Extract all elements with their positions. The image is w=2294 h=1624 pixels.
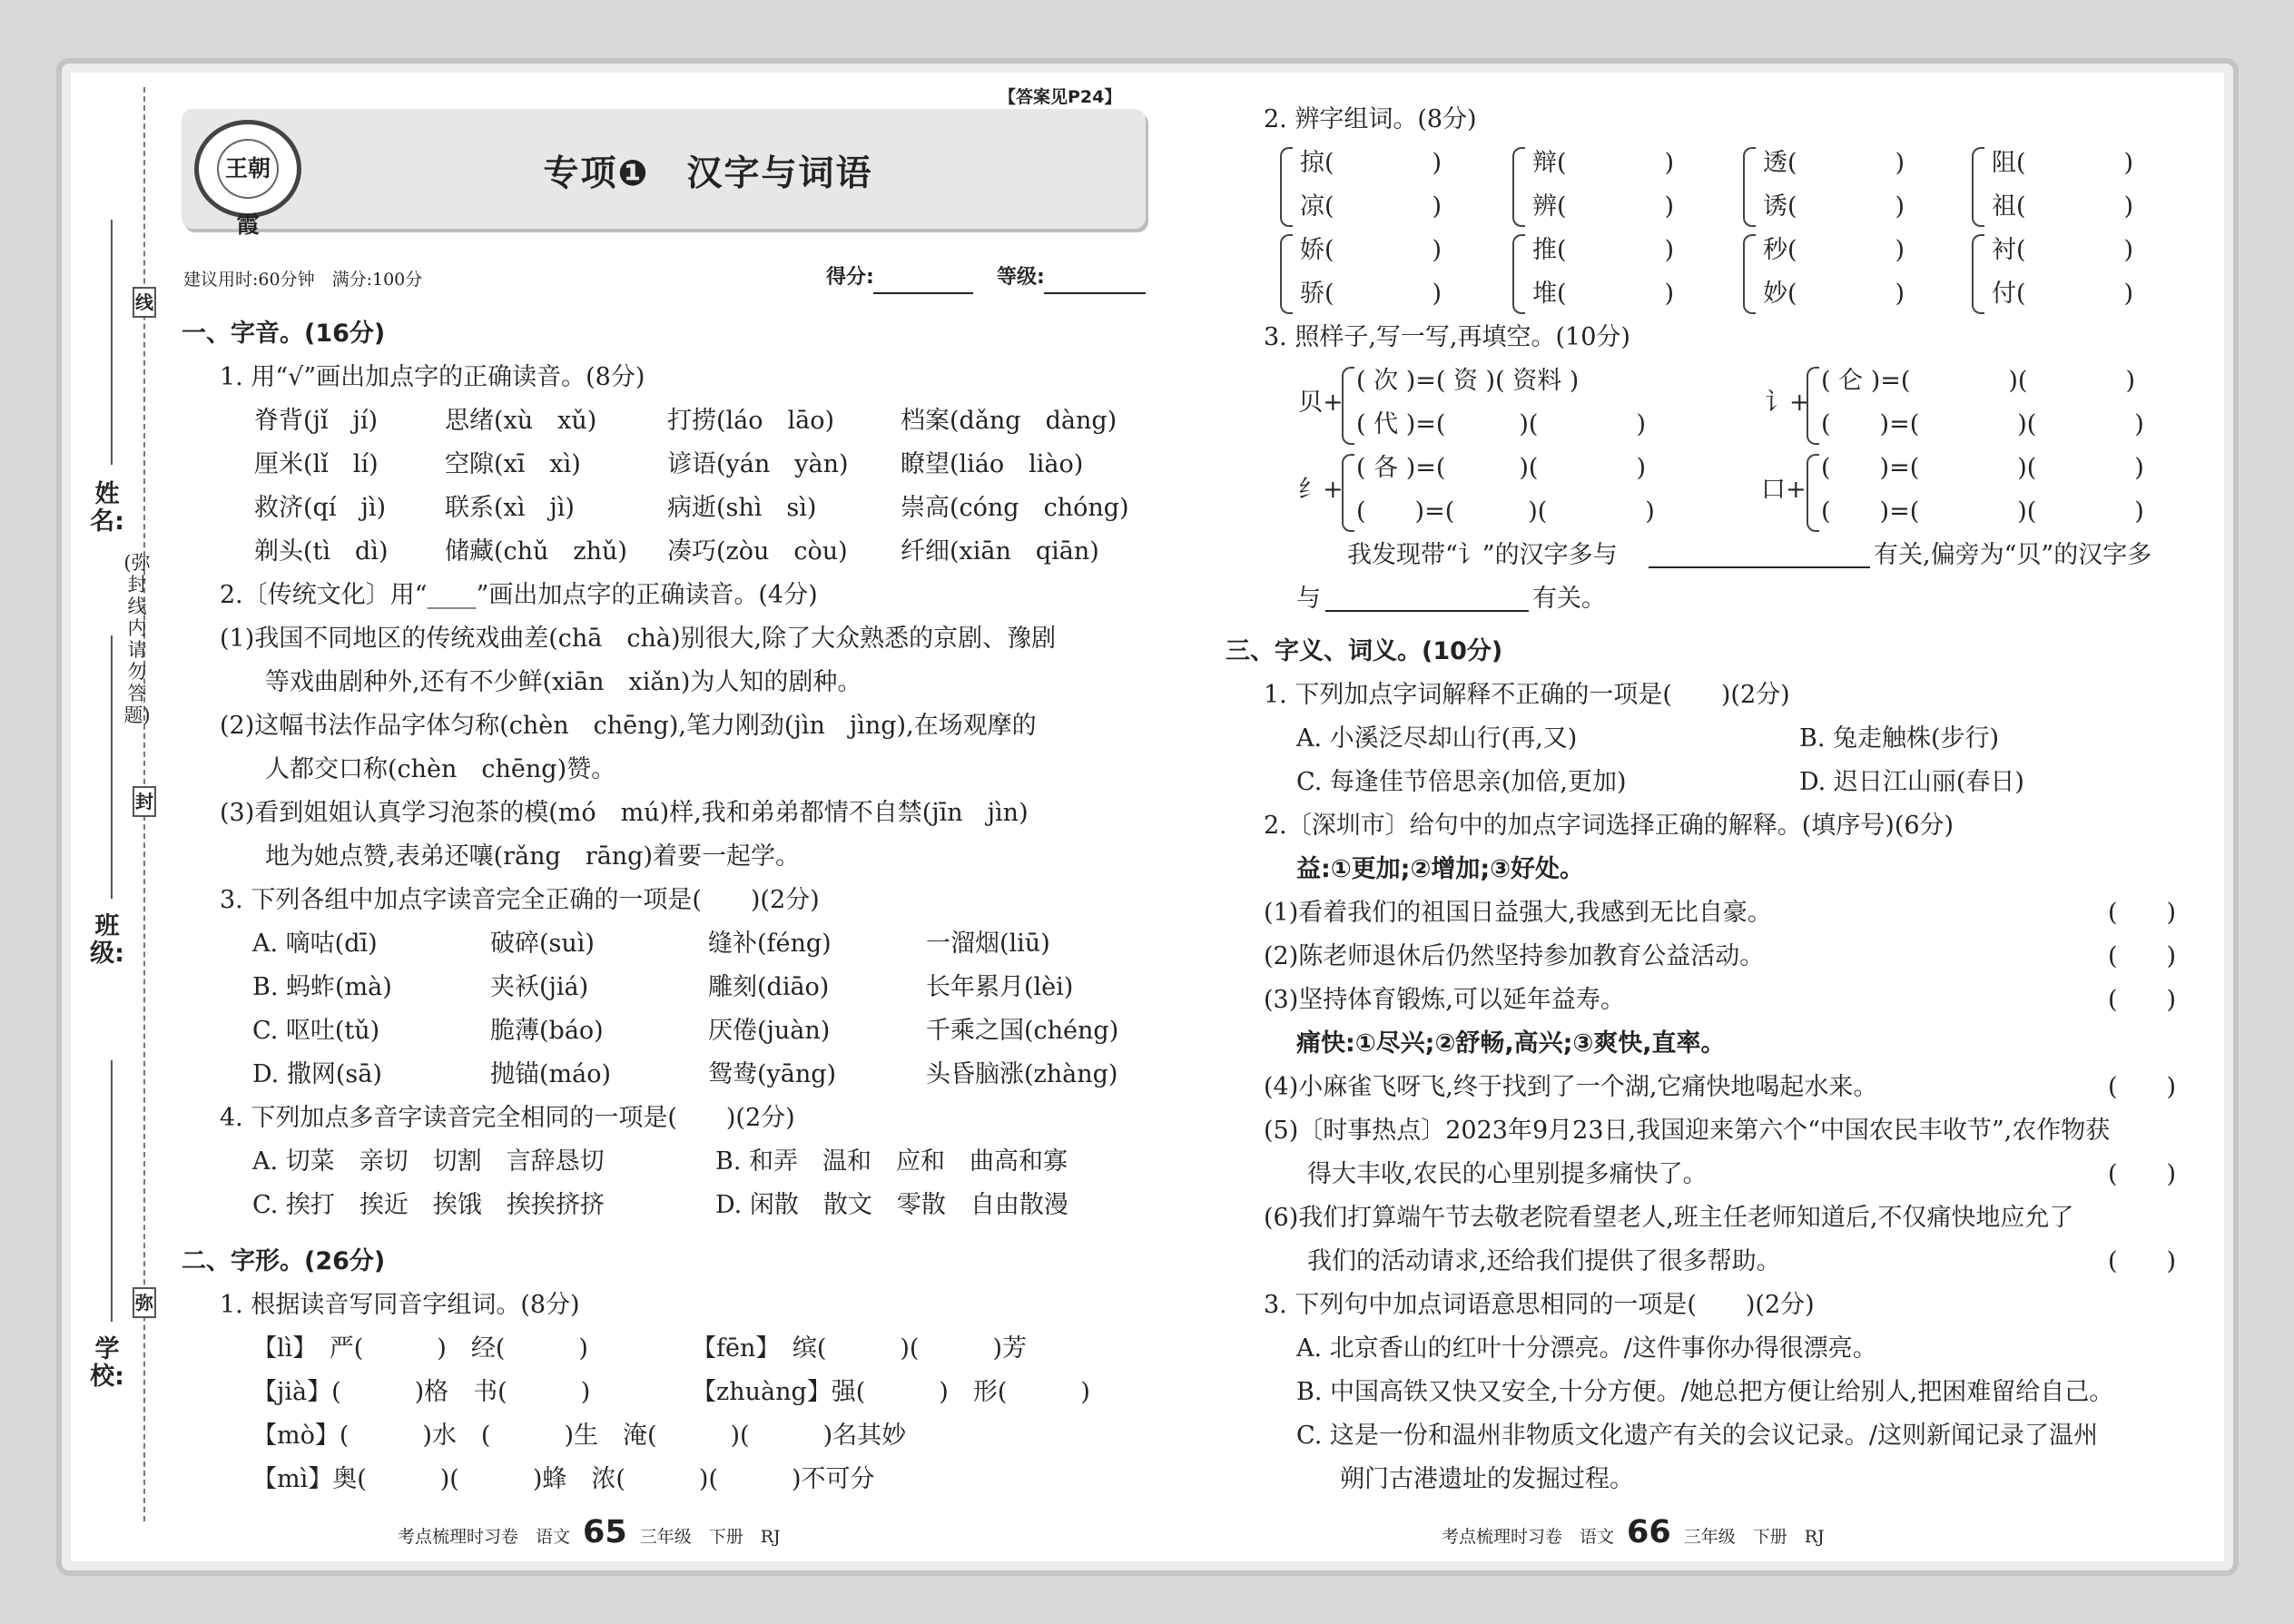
page-number: 65 xyxy=(583,1514,627,1550)
fill-blank-row[interactable]: 娇( ) xyxy=(1300,236,1442,264)
answer-bracket[interactable]: ( ) xyxy=(2108,1160,2177,1188)
time-limit: 建议用时:60分钟 满分:100分 xyxy=(183,270,423,290)
pinyin-option[interactable]: 厘米(lǐ lí) xyxy=(254,450,379,478)
question: 3. 下列句中加点词语意思相同的一项是( )(2分) xyxy=(1264,1291,1815,1319)
radical-label: 口+ xyxy=(1761,476,1807,504)
choice-item[interactable]: D. 撒网(sā) xyxy=(252,1060,382,1088)
fill-blank-row[interactable]: 堆( ) xyxy=(1532,280,1675,308)
question-text[interactable]: 地为她点赞,表弟还嚷(rǎng rāng)着要一起学。 xyxy=(265,842,801,871)
fill-blank-row[interactable]: 诱( ) xyxy=(1763,192,1905,221)
choice-item: 缝补(féng) xyxy=(708,930,832,958)
fill-blank-row[interactable]: 付( ) xyxy=(1992,280,2134,308)
publisher-logo-icon xyxy=(194,120,301,238)
question: 4. 下列加点多音字读音完全相同的一项是( )(2分) xyxy=(220,1104,795,1132)
footer-grade: 三年级 下册 RJ xyxy=(639,1527,781,1547)
pinyin-option[interactable]: 打捞(láo lāo) xyxy=(667,407,835,435)
page-number: 66 xyxy=(1627,1514,1671,1550)
choice-item[interactable]: C. 这是一份和温州非物质文化遗产有关的会议记录。/这则新闻记录了温州 xyxy=(1296,1422,2098,1450)
footer-book: 考点梳理时习卷 语文 xyxy=(1442,1527,1615,1547)
name-label: 姓名: xyxy=(90,480,124,536)
brace xyxy=(1743,234,1756,314)
answer-bracket[interactable]: ( ) xyxy=(2108,899,2177,927)
pinyin-option[interactable]: 档案(dǎng dàng) xyxy=(901,407,1117,435)
brace xyxy=(1807,367,1819,445)
conclusion-text: 有关,偏旁为“贝”的汉字多 xyxy=(1874,541,2152,569)
question: 3. 照样子,写一写,再填空。(10分) xyxy=(1264,323,1630,351)
footer-book: 考点梳理时习卷 语文 xyxy=(398,1527,571,1547)
pinyin-option[interactable]: 储藏(chǔ zhǔ) xyxy=(445,537,627,566)
footer-right xyxy=(1442,1514,1825,1550)
fill-blank-row[interactable]: 凉( ) xyxy=(1300,192,1442,221)
brace xyxy=(1512,147,1525,227)
answer-bracket[interactable]: ( ) xyxy=(2108,1073,2177,1101)
radical-label: 讠+ xyxy=(1765,389,1810,417)
question-text: (6)我们打算端午节去敬老院看望老人,班主任老师知道后,不仅痛快地应允了 xyxy=(1264,1204,2074,1232)
fill-blank-row[interactable]: 【lì】 严( ) 经( ) xyxy=(252,1334,588,1363)
definition-list: 痛快:①尽兴;②舒畅,高兴;③爽快,直率。 xyxy=(1296,1029,1726,1058)
question-text[interactable]: (3)看到姐姐认真学习泡茶的模(mó mú)样,我和弟弟都情不自禁(jīn jìn) xyxy=(220,799,1029,827)
page-title: 专项❶ 汉字与词语 xyxy=(543,153,873,194)
question-text: 得大丰收,农民的心里别提多痛快了。 xyxy=(1307,1160,1708,1188)
choice-item: 头昏脑涨(zhàng) xyxy=(926,1060,1118,1088)
choice-item: 千乘之国(chéng) xyxy=(926,1017,1119,1045)
question: 2.〔深圳市〕给句中的加点字词选择正确的解释。(填序号)(6分) xyxy=(1264,812,1954,840)
choice-item[interactable]: C. 每逢佳节倍思亲(加倍,更加) xyxy=(1296,768,1627,796)
conclusion-text: 有关。 xyxy=(1532,585,1606,613)
question-text: (4)小麻雀飞呀飞,终于找到了一个湖,它痛快地喝起水来。 xyxy=(1264,1073,1878,1101)
seal-notice: (弥封线内请勿答题) xyxy=(123,552,151,726)
choice-item[interactable]: C. 挨打 挨近 挨饿 挨挨挤挤 xyxy=(252,1191,605,1219)
binding-mark-xian: 线 xyxy=(133,287,156,318)
school-field[interactable] xyxy=(111,1060,113,1322)
pinyin-option[interactable]: 纤细(xiān qiān) xyxy=(901,537,1099,566)
choice-item[interactable]: B. 和弄 温和 应和 曲高和寡 xyxy=(715,1147,1068,1176)
brace xyxy=(1743,147,1756,227)
fill-blank-row[interactable]: 祖( ) xyxy=(1992,192,2134,221)
footer-grade: 三年级 下册 RJ xyxy=(1683,1527,1825,1547)
definition-list: 益:①更加;②增加;③好处。 xyxy=(1296,855,1584,883)
section-heading: 二、字形。(26分) xyxy=(182,1247,386,1275)
fill-blank-row[interactable]: 【zhuàng】强( ) 形( ) xyxy=(692,1378,1090,1406)
fill-blank-row[interactable]: ( 代 )=( )( ) xyxy=(1356,410,1646,438)
pinyin-option[interactable]: 脊背(jǐ jí) xyxy=(254,407,379,435)
question: 1. 下列加点字词解释不正确的一项是( )(2分) xyxy=(1264,681,1790,709)
question-text: (1)看着我们的祖国日益强大,我感到无比自豪。 xyxy=(1264,899,1772,927)
choice-item[interactable]: A. 小溪泛尽却山行(再,又) xyxy=(1296,724,1578,753)
grade-label: 等级: xyxy=(997,266,1045,289)
fill-blank-row[interactable]: ( 各 )=( )( ) xyxy=(1356,454,1646,482)
choice-item: 抛锚(máo) xyxy=(490,1060,612,1088)
fill-blank-row[interactable]: 【fēn】 缤( )( )芳 xyxy=(692,1334,1027,1363)
brace xyxy=(1807,454,1819,532)
conclusion-text: 与 xyxy=(1296,585,1321,613)
choice-item: 一溜烟(liū) xyxy=(926,930,1050,958)
conclusion-text: 我发现带“讠”的汉字多与 xyxy=(1347,541,1618,569)
pinyin-option[interactable]: 剃头(tì dì) xyxy=(254,537,389,566)
question-text: 我们的活动请求,还给我们提供了很多帮助。 xyxy=(1307,1247,1781,1275)
brace xyxy=(1972,234,1984,314)
answer-bracket[interactable]: ( ) xyxy=(2108,1247,2177,1275)
answer-reference: 【答案见P24】 xyxy=(999,87,1122,107)
fill-blank-row[interactable]: ( )=( )( ) xyxy=(1821,454,2144,482)
fill-blank-row[interactable]: 妙( ) xyxy=(1763,280,1905,308)
fill-blank-row[interactable]: 【jià】( )格 书( ) xyxy=(252,1378,591,1406)
fill-blank-row[interactable]: 透( ) xyxy=(1763,149,1905,177)
pinyin-option[interactable]: 瞭望(liáo liào) xyxy=(901,450,1084,478)
radical-label: 纟+ xyxy=(1298,476,1344,504)
choice-item: 夹袄(jiá) xyxy=(490,973,589,1001)
choice-item: 朔门古港遗址的发掘过程。 xyxy=(1340,1465,1634,1493)
brace xyxy=(1342,367,1354,445)
score-label: 得分: xyxy=(826,266,874,289)
choice-item[interactable]: A. 北京香山的红叶十分漂亮。/这件事你办得很漂亮。 xyxy=(1296,1334,1877,1363)
choice-item[interactable]: B. 兔走触株(步行) xyxy=(1799,724,2000,753)
question: 2. 辨字组词。(8分) xyxy=(1264,105,1477,133)
pinyin-option[interactable]: 崇高(cóng chóng) xyxy=(901,494,1129,522)
pinyin-option[interactable]: 凑巧(zòu còu) xyxy=(667,537,848,566)
fill-blank-row[interactable]: 阻( ) xyxy=(1992,149,2134,177)
binding-mark-feng: 封 xyxy=(133,786,156,817)
question: 1. 根据读音写同音字组词。(8分) xyxy=(220,1291,580,1319)
footer-left xyxy=(398,1514,781,1550)
pinyin-option[interactable]: 病逝(shì sì) xyxy=(667,494,817,522)
pinyin-option[interactable]: 救济(qí jì) xyxy=(254,494,386,522)
choice-item[interactable]: D. 闲散 散文 零散 自由散漫 xyxy=(715,1191,1068,1219)
section-heading: 三、字义、词义。(10分) xyxy=(1226,637,1503,665)
choice-item[interactable]: C. 呕吐(tǔ) xyxy=(252,1017,380,1045)
choice-item: 鸳鸯(yāng) xyxy=(708,1060,837,1088)
answer-bracket[interactable]: ( ) xyxy=(2108,942,2177,970)
grade-field[interactable] xyxy=(1044,271,1146,294)
question-text[interactable]: 人都交口称(chèn chēng)赞。 xyxy=(265,755,616,783)
choice-item[interactable]: A. 切菜 亲切 切割 言辞恳切 xyxy=(252,1147,605,1176)
brace xyxy=(1342,454,1354,532)
pinyin-option[interactable]: 思绪(xù xǔ) xyxy=(445,407,597,435)
brace xyxy=(1280,234,1293,314)
answer-blank[interactable] xyxy=(1325,588,1529,612)
fill-blank-row[interactable]: ( 次 )=( 资 )( 资料 ) xyxy=(1356,367,1580,395)
choice-item: 脆薄(báo) xyxy=(490,1017,604,1045)
choice-item[interactable]: D. 迟日江山丽(春日) xyxy=(1799,768,2024,796)
score-field[interactable] xyxy=(873,271,973,294)
section-heading: 一、字音。(16分) xyxy=(182,320,386,348)
fill-blank-row[interactable]: ( 仑 )=( )( ) xyxy=(1821,367,2135,395)
choice-item[interactable]: B. 蚂蚱(mà) xyxy=(252,973,392,1001)
fill-blank-row[interactable]: 掠( ) xyxy=(1300,149,1442,177)
answer-bracket[interactable]: ( ) xyxy=(2108,986,2177,1014)
pinyin-option[interactable]: 空隙(xī xì) xyxy=(445,450,581,478)
class-field[interactable] xyxy=(111,635,113,899)
question: 3. 下列各组中加点字读音完全正确的一项是( )(2分) xyxy=(220,886,820,914)
logo-text: 王朝霞 xyxy=(217,139,279,199)
fill-blank-row[interactable]: 【mì】奥( )( )蜂 浓( )( )不可分 xyxy=(252,1465,875,1493)
choice-item[interactable]: B. 中国高铁又快又安全,十分方便。/她总把方便让给别人,把困难留给自己。 xyxy=(1296,1378,2114,1406)
school-label: 学校: xyxy=(90,1335,124,1391)
fill-blank-row[interactable]: 推( ) xyxy=(1532,236,1675,264)
choice-item[interactable]: A. 嘀咕(dī) xyxy=(252,930,378,958)
class-label: 班级: xyxy=(90,912,124,968)
fill-blank-row[interactable]: 骄( ) xyxy=(1300,280,1442,308)
question: 1. 用“√”画出加点字的正确读音。(8分) xyxy=(220,363,645,391)
question-text: (3)坚持体育锻炼,可以延年益寿。 xyxy=(1264,986,1625,1014)
fill-blank-row[interactable]: 辩( ) xyxy=(1532,149,1675,177)
question-text: (5)〔时事热点〕2023年9月23日,我国迎来第六个“中国农民丰收节”,农作物获 xyxy=(1264,1117,2111,1145)
brace xyxy=(1972,147,1984,227)
choice-item: 雕刻(diāo) xyxy=(708,973,830,1001)
choice-item: 厌倦(juàn) xyxy=(708,1017,831,1045)
pinyin-option[interactable]: 联系(xì jì) xyxy=(445,494,575,522)
fill-blank-row[interactable]: 【mò】( )水 ( )生 淹( )( )名其妙 xyxy=(252,1422,907,1450)
question: 2.〔传统文化〕用“____”画出加点字的正确读音。(4分) xyxy=(220,581,818,609)
question-text: (2)陈老师退休后仍然坚持参加教育公益活动。 xyxy=(1264,942,1765,970)
pinyin-option[interactable]: 谚语(yán yàn) xyxy=(667,450,849,478)
fill-blank-row[interactable]: 辨( ) xyxy=(1532,192,1675,221)
fill-blank-row[interactable]: ( )=( )( ) xyxy=(1821,410,2144,438)
question-text[interactable]: (1)我国不同地区的传统戏曲差(chā chà)别很大,除了大众熟悉的京剧、豫剧 xyxy=(220,625,1057,653)
question-text[interactable]: (2)这幅书法作品字体匀称(chèn chēng),笔力刚劲(jìn jìng),在场观摩的 xyxy=(220,712,1037,740)
choice-item: 破碎(suì) xyxy=(490,930,595,958)
answer-blank[interactable] xyxy=(1649,545,1870,568)
choice-item: 长年累月(lèi) xyxy=(926,973,1074,1001)
fill-blank-row[interactable]: ( )=( )( ) xyxy=(1356,497,1655,526)
question-text[interactable]: 等戏曲剧种外,还有不少鲜(xiān xiǎn)为人知的剧种。 xyxy=(265,668,862,696)
fill-blank-row[interactable]: ( )=( )( ) xyxy=(1821,497,2144,526)
radical-label: 贝+ xyxy=(1298,389,1344,417)
brace xyxy=(1512,234,1525,314)
binding-mark-mi: 弥 xyxy=(133,1287,156,1318)
brace xyxy=(1280,147,1293,227)
fill-blank-row[interactable]: 秒( ) xyxy=(1763,236,1905,264)
fill-blank-row[interactable]: 衬( ) xyxy=(1992,236,2134,264)
name-field[interactable] xyxy=(111,220,113,465)
